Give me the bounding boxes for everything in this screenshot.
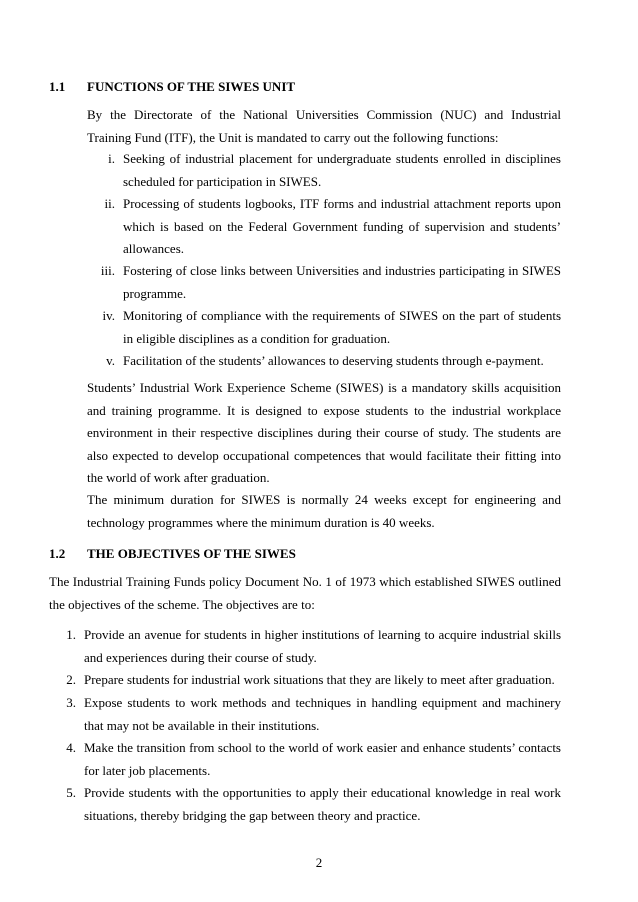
list-item (87, 305, 561, 350)
list-item-text: Processing of students logbooks, ITF forms and industrial attachment reports upon which is based on the Federal Government funding of supervision and students’ allowances. (123, 196, 561, 256)
list-item (87, 193, 561, 261)
list-item (60, 782, 561, 827)
list-item-text: Expose students to work methods and techniques in handling equipment and machinery that may not be available in their institutions. (84, 695, 561, 733)
list-item-text: Monitoring of compliance with the requirements of SIWES on the part of students in eligible disciplines as a condition for graduation. (123, 308, 561, 346)
section-2-number: 1.2 (49, 546, 66, 561)
list-marker: 5. (66, 785, 76, 800)
list-marker: 3. (66, 695, 76, 710)
section-1-intro: By the Directorate of the National Universities Commission (NUC) and Industrial Training Fund (ITF), the Unit is mandated to carry out the following functions: (87, 107, 561, 145)
list-item (87, 260, 561, 305)
list-marker: 2. (66, 672, 76, 687)
list-item (87, 148, 561, 193)
body-paragraph: The minimum duration for SIWES is normally 24 weeks except for engineering and technology programmes where the minimum duration is 40 weeks. (87, 492, 561, 530)
list-item-text: Prepare students for industrial work situations that they are likely to meet after graduation. (84, 672, 555, 687)
section-2-title: THE OBJECTIVES OF THE SIWES (87, 546, 296, 561)
section-1-title: FUNCTIONS OF THE SIWES UNIT (87, 79, 296, 94)
list-marker: v. (106, 353, 115, 368)
section-1-number: 1.1 (49, 79, 66, 94)
list-item (60, 624, 561, 669)
list-item (87, 350, 561, 373)
list-item-text: Provide an avenue for students in higher institutions of learning to acquire industrial skills and experiences during their course of study. (84, 627, 561, 665)
list-item (60, 692, 561, 737)
list-marker: 1. (66, 627, 76, 642)
list-item (60, 669, 561, 692)
page-number: 2 (315, 855, 323, 870)
list-item-text: Seeking of industrial placement for undergraduate students enrolled in disciplines scheduled for participation in SIWES. (123, 151, 561, 189)
list-item (60, 737, 561, 782)
list-item-text: Fostering of close links between Universities and industries participating in SIWES programme. (123, 263, 561, 301)
list-marker: 4. (66, 740, 76, 755)
list-marker: i. (108, 151, 115, 166)
list-marker: iii. (100, 263, 115, 278)
list-item-text: Make the transition from school to the world of work easier and enhance students’ contacts for later job placements. (84, 740, 561, 778)
list-marker: iv. (102, 308, 115, 323)
body-paragraph: Students’ Industrial Work Experience Scheme (SIWES) is a mandatory skills acquisition and training programme. It is designed to expose students to the industrial workplace environment in their respective disciplines during their course of study. The students are also expected to develop occupational competences that would facilitate their fitting into the world of work after graduation. (87, 380, 561, 485)
list-item-text: Provide students with the opportunities to apply their educational knowledge in real work situations, thereby bridging the gap between theory and practice. (84, 785, 561, 823)
list-marker: ii. (104, 196, 115, 211)
section-2-intro: The Industrial Training Funds policy Document No. 1 of 1973 which established SIWES outlined the objectives of the scheme. The objectives are to: (49, 574, 561, 612)
list-item-text: Facilitation of the students’ allowances to deserving students through e-payment. (123, 353, 544, 368)
